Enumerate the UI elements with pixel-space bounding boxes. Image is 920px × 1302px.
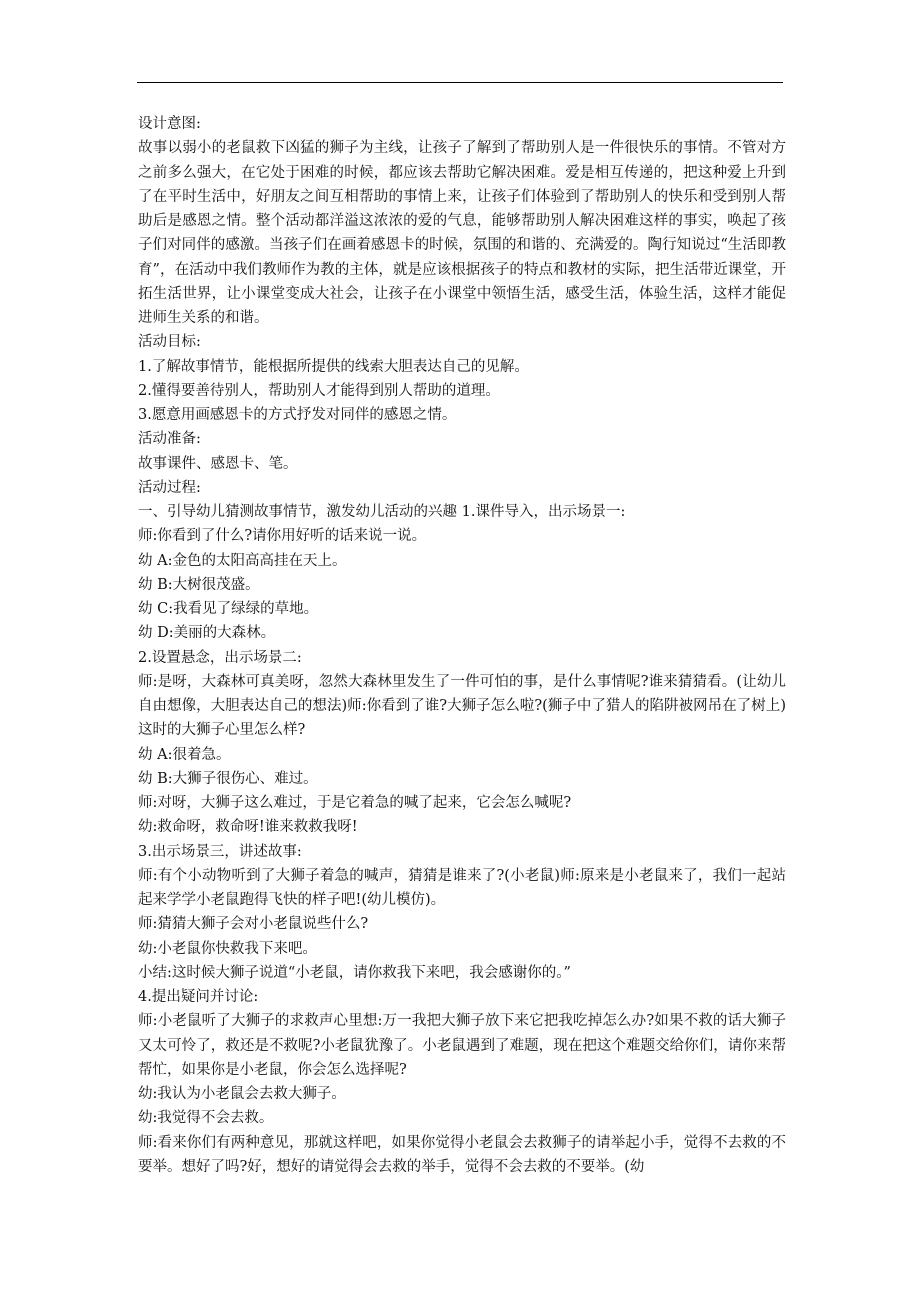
body-paragraph: 一、引导幼儿猜测故事情节，激发幼儿活动的兴趣 1.课件导入，出示场景一:	[138, 504, 626, 520]
dialogue-line: 师:是呀，大森林可真美呀，忽然大森林里发生了一件可怕的事，是什么事情呢?谁来猜猜看。(让幼儿自由想像，大胆表达自己的想法)师:你看到了谁?大狮子怎么啦?(狮子中了猎人的陷阱被网吊在了树上)这时的大狮子心里怎么样?	[138, 673, 786, 739]
section-heading: 活动过程:	[138, 479, 201, 496]
dialogue-line: 幼 D:美丽的大森林。	[138, 625, 276, 642]
section-heading: 设计意图:	[138, 116, 201, 132]
dialogue-line: 幼 B:大树很茂盛。	[138, 576, 260, 593]
step-heading: 2.设置悬念，出示场景二:	[138, 649, 302, 666]
step-heading: 3.出示场景三，讲述故事:	[138, 843, 302, 860]
step-heading: 4.提出疑问并讨论:	[138, 989, 259, 1005]
dialogue-line: 师:小老鼠听了大狮子的求救声心里想:万一我把大狮子放下来它把我吃掉怎么办?如果不救的话大狮子又太可怜了，救还是不救呢?小老鼠犹豫了。小老鼠遇到了难题，现在把这个难题交给你们，请你来帮帮忙，如果你是小老鼠，你会怎么选择呢?	[138, 1013, 786, 1078]
dialogue-line: 师:你看到了什么?请你用好听的话来说一说。	[138, 528, 427, 545]
dialogue-line: 幼 A:金色的太阳高高挂在天上。	[138, 552, 347, 569]
dialogue-line: 幼:小老鼠你快救我下来吧。	[138, 940, 317, 957]
list-item: 3.愿意用画感恩卡的方式抒发对同伴的感恩之情。	[138, 407, 457, 423]
dialogue-line: 师:猜猜大狮子会对小老鼠说些什么?	[138, 916, 369, 933]
dialogue-line: 师:有个小动物听到了大狮子着急的喊声，猜猜是谁来了?(小老鼠)师:原来是小老鼠来了，我们一起站起来学学小老鼠跑得飞快的样子吧!(幼儿模仿)。	[138, 867, 786, 908]
dialogue-line: 幼 C:我看见了绿绿的草地。	[138, 601, 319, 617]
body-paragraph: 故事以弱小的老鼠救下凶猛的狮子为主线，让孩子了解到了帮助别人是一件很快乐的事情。不管对方之前多么强大，在它处于困难的时候，都应该去帮助它解决困难。爱是相互传递的，把这种爱上升到了在平时生活中，好朋友之间互相帮助的事情上来，让孩子们体验到了帮助别人的快乐和受到别人帮助后是感恩之情。整个活动都洋溢这浓浓的爱的气息，能够帮助别人解决困难这样的事实，唤起了孩子们对同伴的感激。当孩子们在画着感恩卡的时候，氛围的和谐的、充满爱的。陶行知说过“生活即教育”，在活动中我们教师作为教的主体，就是应该根据孩子的特点和教材的实际，把生活带近课堂，开拓生活世界，让小课堂变成大社会，让孩子在小课堂中领悟生活，感受生活，体验生活，这样才能促进师生关系的和谐。	[138, 140, 786, 326]
document-body	[138, 112, 786, 1179]
section-heading: 活动目标:	[138, 334, 201, 351]
dialogue-line: 幼:救命呀，救命呀!谁来救救我呀!	[138, 819, 358, 836]
dialogue-line: 幼:我认为小老鼠会去救大狮子。	[138, 1086, 346, 1102]
list-item: 2.懂得要善待别人，帮助别人才能得到别人帮助的道理。	[138, 382, 500, 399]
section-heading: 活动准备:	[138, 431, 201, 448]
summary-line: 小结:这时候大狮子说道“小老鼠，请你救我下来吧，我会感谢你的。”	[138, 964, 571, 981]
dialogue-line: 师:对呀，大狮子这么难过，于是它着急的喊了起来，它会怎么喊呢?	[138, 795, 572, 811]
dialogue-line: 幼 A:很着急。	[138, 746, 231, 763]
dialogue-line: 幼 B:大狮子很伤心、难过。	[138, 770, 318, 787]
dialogue-line: 师:看来你们有两种意见，那就这样吧，如果你觉得小老鼠会去救狮子的请举起小手，觉得不去救的不要举。想好了吗?好，想好的请觉得会去救的举手，觉得不会去救的不要举。(幼	[138, 1134, 786, 1175]
header-rule	[137, 82, 783, 83]
list-item: 1.了解故事情节，能根据所提供的线索大胆表达自己的见解。	[138, 358, 529, 375]
body-paragraph: 故事课件、感恩卡、笔。	[138, 455, 298, 472]
dialogue-line: 幼:我觉得不会去救。	[138, 1110, 274, 1127]
